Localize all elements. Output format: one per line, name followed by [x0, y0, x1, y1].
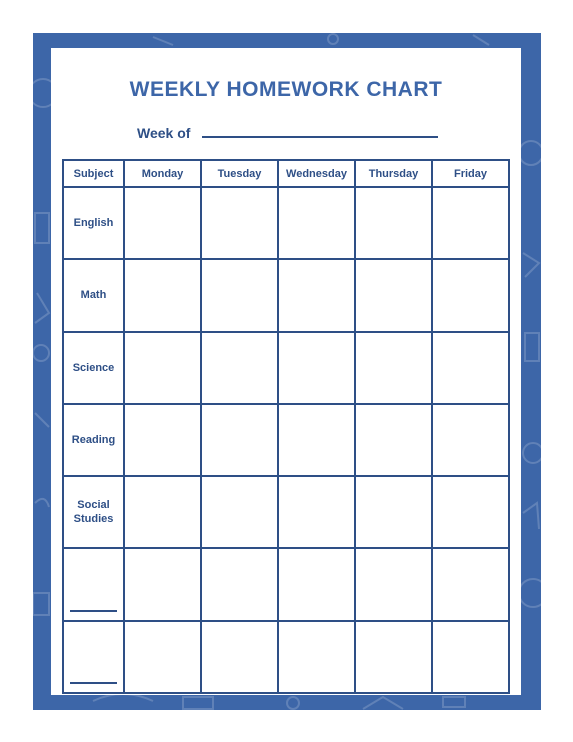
day-cell [201, 404, 278, 476]
day-cell [201, 621, 278, 693]
subject-blank-line [70, 682, 117, 684]
day-cell [201, 259, 278, 331]
week-of-label: Week of [137, 125, 191, 141]
table-row [63, 259, 509, 331]
day-cell [201, 548, 278, 620]
day-cell [278, 476, 355, 548]
day-cell [432, 259, 509, 331]
page-title: WEEKLY HOMEWORK CHART [129, 78, 443, 101]
day-cell [432, 621, 509, 693]
day-cell [124, 404, 201, 476]
table-row [63, 332, 509, 404]
column-header-wednesday: Wednesday [278, 160, 355, 187]
day-cell [278, 404, 355, 476]
table-row [63, 621, 509, 693]
day-cell [124, 332, 201, 404]
day-cell [355, 332, 432, 404]
day-cell [355, 187, 432, 259]
page-frame [33, 33, 541, 710]
column-header-subject: Subject [63, 160, 124, 187]
table-row [63, 187, 509, 259]
day-cell [124, 187, 201, 259]
column-header-tuesday: Tuesday [201, 160, 278, 187]
column-header-monday: Monday [124, 160, 201, 187]
day-cell [355, 548, 432, 620]
day-cell [201, 476, 278, 548]
day-cell [432, 187, 509, 259]
day-cell [124, 259, 201, 331]
day-cell [355, 621, 432, 693]
chart-sheet [51, 48, 521, 695]
day-cell [355, 404, 432, 476]
day-cell [278, 548, 355, 620]
subject-cell: Reading [63, 404, 124, 476]
day-cell [355, 476, 432, 548]
subject-blank-line [70, 610, 117, 612]
column-header-thursday: Thursday [355, 160, 432, 187]
custom-subject-cell [63, 548, 124, 620]
column-header-friday: Friday [432, 160, 509, 187]
day-cell [278, 621, 355, 693]
subject-cell: Science [63, 332, 124, 404]
day-cell [124, 621, 201, 693]
day-cell [432, 476, 509, 548]
day-cell [278, 259, 355, 331]
day-cell [201, 332, 278, 404]
header-row [63, 160, 509, 187]
custom-subject-cell [63, 621, 124, 693]
week-of-blank-line [202, 136, 438, 138]
subject-cell: Social Studies [63, 476, 124, 548]
homework-table [62, 159, 510, 694]
day-cell [124, 548, 201, 620]
day-cell [432, 548, 509, 620]
day-cell [278, 187, 355, 259]
day-cell [432, 332, 509, 404]
table-row [63, 548, 509, 620]
table-row [63, 476, 509, 548]
subject-cell: Math [63, 259, 124, 331]
day-cell [432, 404, 509, 476]
day-cell [124, 476, 201, 548]
day-cell [355, 259, 432, 331]
subject-cell: English [63, 187, 124, 259]
day-cell [278, 332, 355, 404]
table-row [63, 404, 509, 476]
day-cell [201, 187, 278, 259]
